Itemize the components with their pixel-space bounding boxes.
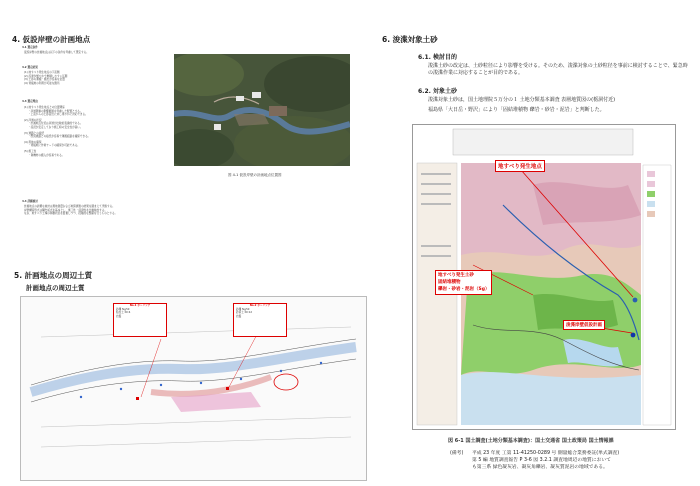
list-item: ・背後地に作業ヤードの確保が可能である。 (28, 144, 80, 148)
list-item: ・流況が安定しており施工時の安全性が高い。 (28, 125, 83, 129)
boring-log-2-title: No.2 ボーリング (249, 304, 271, 307)
list-item: 計画地点の詳細な検討は現地測量および地質調査の結果を踏まえて実施する。 (24, 205, 115, 208)
list-item: (2) 流速が緩やかで堆積しやすい区間 (24, 74, 68, 78)
section-4-2-heading: 4.2 選定結果 (22, 66, 38, 69)
map-label-landslide-soil (435, 270, 492, 295)
list-item: (2) 河道の状況 (24, 118, 42, 122)
section-6-1-text: 浚渫土砂の改定は、土砂粒径により影響を受ける。そのため、浚渫対象の土砂粒径を事前に検討することで、緊急時の浚渫作業に対応することが目的である。 (428, 63, 688, 76)
boring-log-1-line: 岩盤 (116, 314, 122, 318)
boring-log-1-line: 粘性土 N=4 (116, 311, 131, 315)
plan-drawing-image (21, 297, 366, 480)
section-6-2-text-line-2: 福島県「大日岳・野沢」により「固結堆積物 礫岩・砂岩・泥岩」と判断した。 (428, 107, 605, 113)
section-4-title: 4. 仮設岸壁の計画地点 (12, 35, 91, 44)
map-label-quay-plan: 浚渫岸壁仮設計画 (563, 320, 605, 330)
section-5-subtitle: 計画地点の周辺土質 (26, 284, 85, 292)
map-label-line: 固結堆積物 (438, 280, 461, 285)
aerial-photo-image (174, 54, 350, 166)
list-item: (4) 用地の確保 (24, 140, 42, 144)
list-item: ・上流からの土砂流出に対し速やかに対応できる。 (28, 113, 88, 117)
list-item: ・計画地点付近は河道が比較的直線的である。 (28, 122, 83, 126)
section-4-4-text (24, 205, 117, 216)
boring-log-2 (233, 303, 287, 337)
list-item: (5) 施工性 (24, 149, 37, 153)
note-line: も第三系 緑色凝灰岩、凝灰角礫岩、凝灰質泥岩の地域である。 (472, 465, 608, 470)
note-label: (備考) (450, 451, 464, 456)
list-item: (4) 背後地の利用が可能な箇所 (24, 81, 60, 85)
map-label-landslide-point: 地すべり発生地点 (495, 160, 545, 172)
list-item: ・既設道路との接続が容易で運搬経路を確保できる。 (28, 135, 91, 139)
section-6-1-heading: 6.1. 検討目的 (418, 54, 457, 61)
list-item: 岸壁構造形式は鋼矢板式を基本とし、施工性・経済性を比較検討する。 (24, 208, 107, 212)
section-4-1-heading: 4.1 選定条件 (22, 46, 38, 49)
list-item: (1) 地すべり発生地点との位置関係 (24, 106, 65, 109)
soil-plan-drawing (20, 296, 367, 481)
note-line: 平成 23 年度 工第 11-41250-0289 号 側量総合業務委託(単式調査) (472, 451, 620, 456)
boring-log-1 (113, 303, 167, 337)
map-label-line: 礫岩・砂岩・泥岩（Sg） (438, 287, 490, 292)
figure-6-1-caption: 図 6-1 国土調査(土地分類基本調査)：国土交通省 国土政策局 国土情報課 (448, 438, 614, 444)
list-item: (3) 道路との接続 (24, 131, 45, 135)
figure-4-1-caption: 図 4-1 仮設岸壁の計画地点位置図 (228, 173, 282, 177)
boring-log-1-line: 砂礫 N≧50 (116, 307, 130, 311)
boring-log-2-line: 砂礫 N≧50 (236, 307, 250, 311)
boring-log-2-line: 岩盤 (236, 314, 242, 318)
boring-log-2-line: 砂質土 N=12 (236, 311, 253, 315)
section-4-3-heading: 4.3 選定理由 (22, 100, 38, 103)
list-item: ・資機材の搬入が容易である。 (28, 153, 65, 157)
section-6-2-heading: 6.2. 対象土砂 (418, 88, 457, 95)
section-6-title: 6. 浚渫対象土砂 (382, 35, 438, 44)
list-item: (1) 地すべり発生地点の下流側 (24, 71, 60, 74)
geology-map (412, 124, 676, 430)
note-line: 第 5 編 地質調査報告 P 3-6 図 3.2.1 調査地周辺の地質において (472, 458, 611, 463)
boring-log-1-title: No.1 ボーリング (129, 304, 151, 307)
list-item: なお、地すべり土塊の移動状況を監視しつつ、段階的な整備を行うものとする。 (24, 212, 118, 216)
map-label-line: 地すべり発生土砂 (438, 273, 474, 278)
note-text (472, 450, 619, 471)
section-6-2-text-line-1: 浚渫対象土砂は，国土地理院５万分の１ 土地分類基本調査 表層地質図の(栃洞付近) (428, 97, 616, 103)
list-item: (3) 土砂の運搬・搬出が容易な位置 (24, 78, 65, 82)
section-4-1-text: 仮設岸壁の計画地点は以下の条件を考慮して選定する。 (24, 51, 89, 54)
section-4-2-list (24, 71, 67, 85)
list-item: ・河道閉塞の影響範囲を考慮した配置とする。 (28, 109, 83, 113)
aerial-photo (174, 54, 350, 166)
section-4-3-paras (24, 106, 90, 157)
section-4-4-heading: 4.4 詳細検討 (22, 200, 38, 203)
section-5-title: 5. 計画地点の周辺土質 (14, 271, 93, 280)
